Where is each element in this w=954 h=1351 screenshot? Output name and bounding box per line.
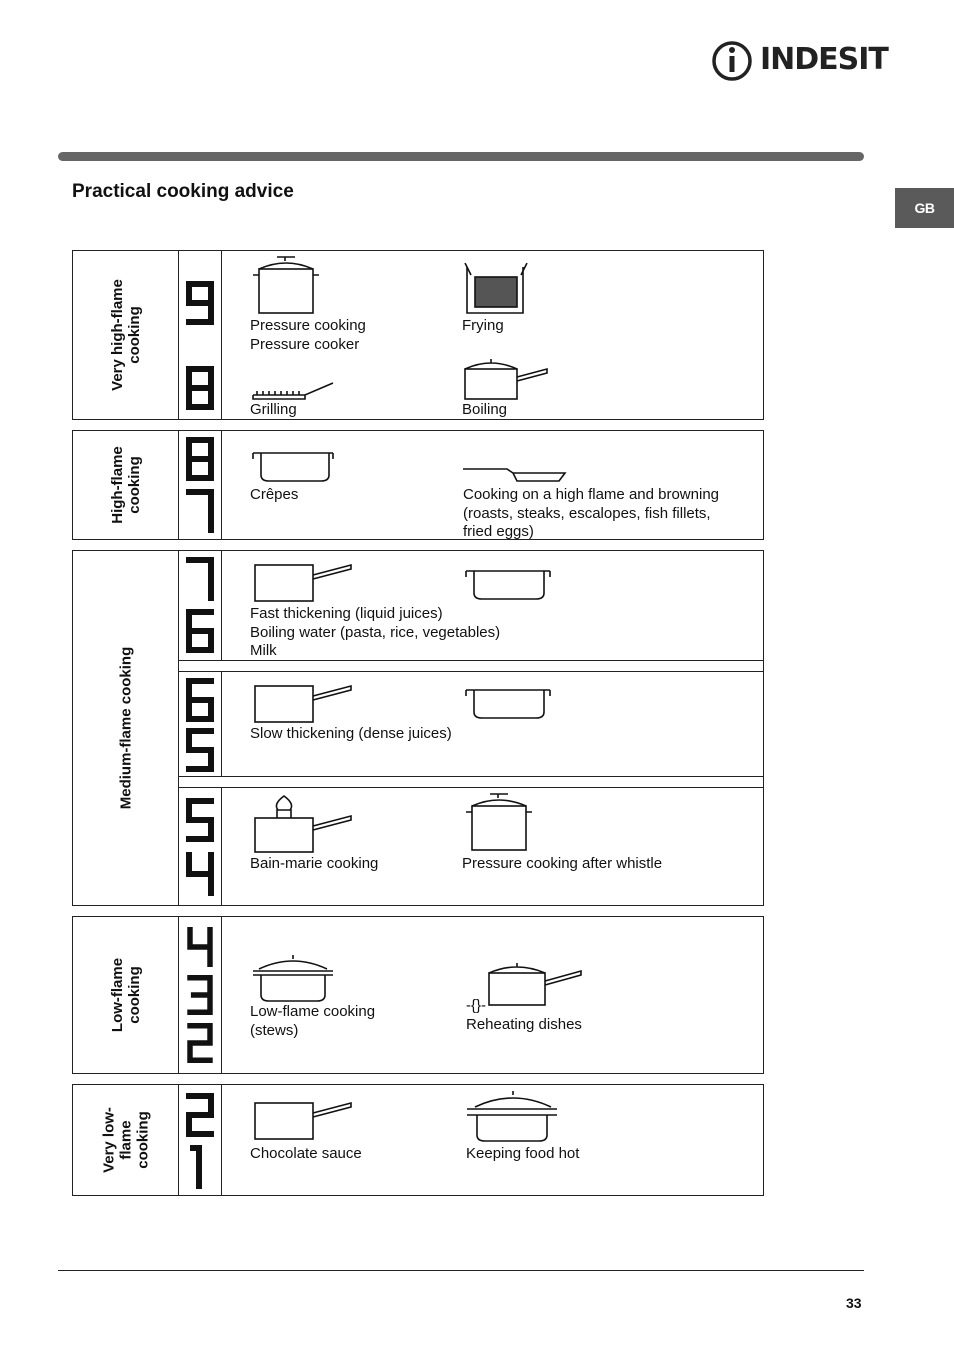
bain-marie-icon	[251, 794, 355, 856]
digit-6	[185, 678, 215, 722]
saucepan-icon	[251, 561, 355, 605]
caption: Cooking on a high flame and browning (roasts, steaks, escalopes, fish fillets, fried eggs)	[463, 486, 720, 540]
header-rule	[58, 152, 864, 161]
group-very-low-flame	[72, 1084, 764, 1196]
language-tab: GB	[895, 188, 954, 228]
caption: Keeping food hot	[466, 1145, 580, 1162]
frying-pan-icon	[461, 463, 569, 483]
caption: Slow thickening (dense juices)	[250, 725, 452, 742]
grill-pan-icon	[251, 379, 335, 401]
digit-4	[185, 927, 215, 967]
digit-3	[185, 975, 215, 1015]
digit-7	[185, 557, 215, 601]
digit-6	[185, 609, 215, 653]
digit-9	[185, 281, 215, 325]
group-high-flame	[72, 430, 764, 540]
caption: Frying	[462, 317, 504, 334]
digit-1	[185, 1145, 215, 1189]
caption: Fast thickening (liquid juices) Boiling water (pasta, rice, vegetables) Milk	[250, 605, 501, 659]
caption: -{}- Reheating dishes	[466, 997, 582, 1033]
pressure-cooker-icon	[464, 790, 536, 854]
pressure-cooker-icon	[251, 255, 323, 317]
group-label: Very low- flame cooking	[100, 1107, 151, 1173]
group-label: Medium-flame cooking	[117, 646, 134, 810]
saucepan-icon	[251, 1099, 355, 1143]
indesit-i-icon	[710, 38, 754, 84]
shallow-pot-icon	[251, 447, 337, 485]
footer-rule	[58, 1270, 864, 1271]
shallow-pot-icon	[464, 684, 554, 722]
caption: Boiling	[462, 401, 508, 418]
group-medium-flame	[72, 550, 764, 906]
digit-8	[185, 437, 215, 481]
caption: Bain-marie cooking	[250, 855, 379, 872]
caption: Crêpes	[250, 486, 299, 503]
digit-2	[185, 1023, 215, 1063]
digit-2	[185, 1093, 215, 1137]
frying-basket-icon	[461, 263, 533, 317]
group-very-high-flame	[72, 250, 764, 420]
page-title: Practical cooking advice	[72, 181, 294, 202]
group-label: Low-flame cooking	[108, 957, 143, 1033]
caption: Pressure cooking after whistle	[462, 855, 663, 872]
group-label: High-flame cooking	[108, 446, 143, 524]
digit-5	[185, 728, 215, 772]
caption: Low-flame cooking (stews)	[250, 1003, 376, 1039]
lidded-pot-icon	[251, 953, 337, 1005]
caption: Grilling	[250, 401, 297, 418]
page-number: 33	[846, 1295, 862, 1311]
caption: Chocolate sauce	[250, 1145, 362, 1162]
digit-5	[185, 798, 215, 842]
saucepan-icon	[251, 682, 355, 726]
lidded-pot-icon	[465, 1089, 561, 1145]
digit-8	[185, 366, 215, 410]
digit-4	[185, 852, 215, 896]
saucepan-lid-icon	[461, 355, 551, 403]
group-low-flame	[72, 916, 764, 1074]
caption: Pressure cooking Pressure cooker	[250, 317, 366, 353]
brand-name: INDESIT	[760, 42, 888, 77]
digit-7	[185, 489, 215, 533]
shallow-pot-icon	[464, 565, 554, 603]
group-label: Very high-flame cooking	[108, 279, 143, 391]
indesit-logo	[710, 38, 888, 84]
